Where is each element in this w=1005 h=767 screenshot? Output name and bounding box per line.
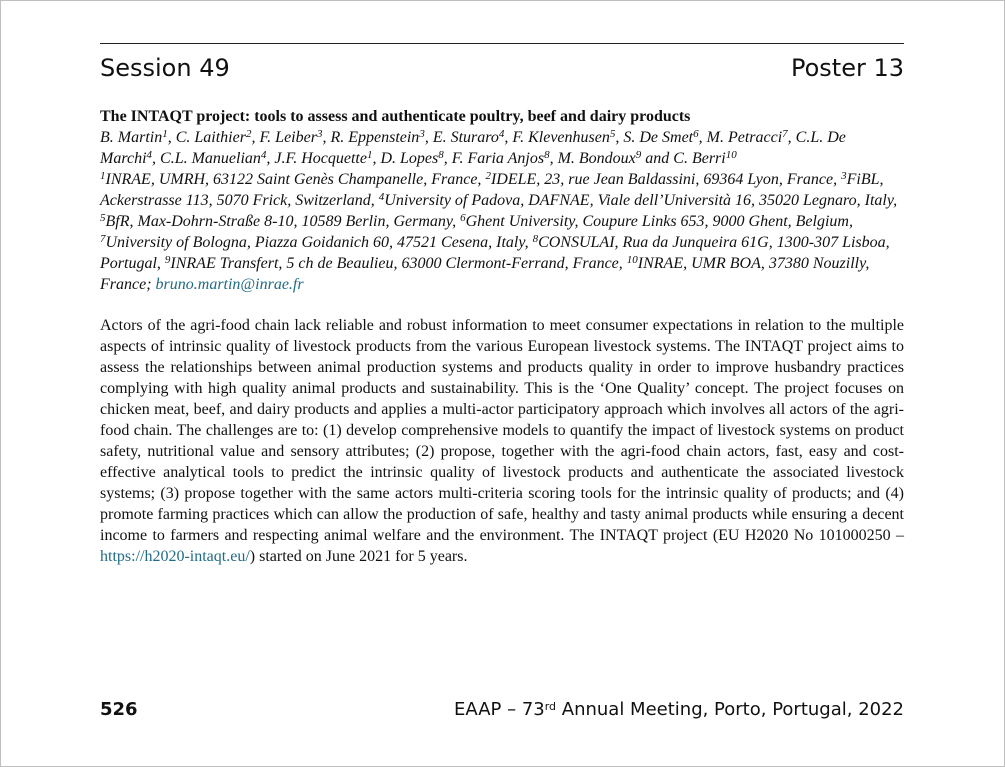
author-name: F. Leiber [259,129,317,146]
page-number: 526 [100,699,138,720]
author-affiliation-mark: 4 [498,128,505,140]
author-list: B. Martin$^1$, C. Laithier$^2$, F. Leiber$^3$, R. Eppenstein$^3$, E. Sturaro$^4$, F. Klevenhusen$^5$, S. De Smet$^6$, M. Petracci$^7$, C.L. De Marchi$^4$, C.L. Manuelian$^4$, J.F. Hocquette$^1$, D. Lopes$^8$, F. Faria Anjos$^8$, M. Bondoux$^9$ and C. Berri$^{10}$ [100,128,846,167]
affiliation-mark: 1 [100,170,106,182]
author-affiliation-mark: 8 [544,149,550,161]
author-affiliation-mark: 3 [419,128,425,140]
affiliation-mark: 6 [460,212,466,224]
affiliation-text: INRAE Transfert, 5 ch de Beaulieu, 63000 Clermont-Ferrand, France, [170,255,627,272]
author-affiliation-mark: 8 [438,149,444,161]
affiliation-mark: 8 [532,233,539,245]
affiliation-mark: 4 [378,191,385,203]
author-name: M. Petracci [706,129,783,146]
affiliation-mark: 9 [164,254,171,266]
session-label: Session 49 [100,54,230,82]
author-name: M. Bondoux [557,150,636,167]
author-name: C. Berri [673,150,726,167]
affiliation-mark: 2 [485,170,491,182]
email-link[interactable]: bruno.martin@inrae.fr [155,276,304,293]
affiliation-text: University of Padova, DAFNAE, Viale dell’Università 16, 35020 Legnaro, Italy, [384,192,898,209]
affiliation-list [100,169,904,295]
abstract-content [100,106,904,567]
author-name: R. Eppenstein [330,129,420,146]
abstract-text-end: ) started on June 2021 for 5 years. [249,548,468,565]
affiliation-text: Ghent University, Coupure Links 653, 9000 Ghent, Belgium, [465,213,853,230]
event-footer [454,699,904,720]
author-affiliation-mark: 4 [146,149,153,161]
affiliation-text: CONSULAI, Rua da Junqueira 61G, 1300-307 Lisboa, Portugal, [100,234,890,272]
author-affiliation-mark: 7 [782,128,788,140]
affiliation-text: IDELE, 23, rue Jean Baldassini, 69364 Lyon, France, [490,171,842,188]
poster-label: Poster 13 [790,54,904,82]
author-affiliation-mark: 2 [245,128,252,140]
affiliation-text: BfR, Max-Dohrn-Straße 8-10, 10589 Berlin, Germany, [105,213,461,230]
author-name: D. Lopes [380,150,439,167]
author-name: S. De Smet [623,129,694,146]
author-affiliation-mark: 10 [725,149,737,161]
author-name: J.F. Hocquette [274,150,367,167]
event-ordinal: rd [544,700,557,713]
author-name: C.L. Manuelian [160,150,261,167]
paper-title: The INTAQT project: tools to assess and authenticate poultry, beef and dairy products [100,108,691,125]
author-affiliation-mark: 6 [693,128,699,140]
author-name: E. Sturaro [432,129,499,146]
author-affiliation-mark: 1 [366,149,373,161]
author-affiliation-mark: 9 [635,149,642,161]
event-suffix: Annual Meeting, Porto, Portugal, 2022 [556,699,904,720]
affiliation-text: INRAE, UMR BOA, 37380 Nouzilly, France; [100,255,870,293]
affiliation-mark: 3 [841,170,847,182]
event-prefix: EAAP – 73 [454,699,545,720]
affiliation-text: FiBL, Ackerstrasse 113, 5070 Frick, Switzerland, [100,171,884,209]
project-link[interactable]: https://h2020-intaqt.eu/ [100,548,250,565]
author-name: C.L. De Marchi [100,129,846,167]
author-affiliation-mark: 3 [316,128,323,140]
author-affiliation-mark: 5 [609,128,616,140]
affiliation-text: INRAE, UMRH, 63122 Saint Genès Champanelle, France, [105,171,486,188]
affiliation-mark: 7 [100,233,106,245]
author-name: B. Martin [100,129,163,146]
affiliation-mark: 5 [100,212,106,224]
abstract-body [100,315,904,567]
author-affiliation-mark: 4 [260,149,267,161]
affiliation-mark: 10 [626,254,638,266]
header-rule [100,43,904,44]
author-name: C. Laithier [175,129,246,146]
abstract-text: Actors of the agri-food chain lack reliable and robust information to meet consumer expectations in relation to the multiple aspects of intrinsic quality of livestock products from the various European livestock systems. The INTAQT project aims to assess the relationships between animal production systems and products quality in order to improve husbandry practices complying with high quality animal products and sustainability. This is the ‘One Quality’ concept. The project focuses on chicken meat, beef, and dairy products and applies a multi-actor participatory approach which involves all actors of the agri-food chain. The challenges are to: (1) develop comprehensive models to quantify the impact of livestock systems on product safety, nutritional value and sensory attributes; (2) propose, together with the agri-food chain actors, fast, easy and cost-effective analytical tools to predict the intrinsic quality of livestock products and authenticate the associated livestock systems; (3) propose together with the same actors multi-criteria scoring tools for the intrinsic quality of products; and (4) promote farming practices which can allow the production of safe, healthy and tasty animal products while ensuring a decent income to farmers and respecting animal welfare and the environment. The INTAQT project (EU H2020 No 101000250 – [100,317,904,544]
author-name: F. Klevenhusen [512,129,610,146]
affiliation-text: University of Bologna, Piazza Goidanich 60, 47521 Cesena, Italy, [105,234,533,251]
author-name: F. Faria Anjos [451,150,545,167]
author-affiliation-mark: 1 [162,128,168,140]
